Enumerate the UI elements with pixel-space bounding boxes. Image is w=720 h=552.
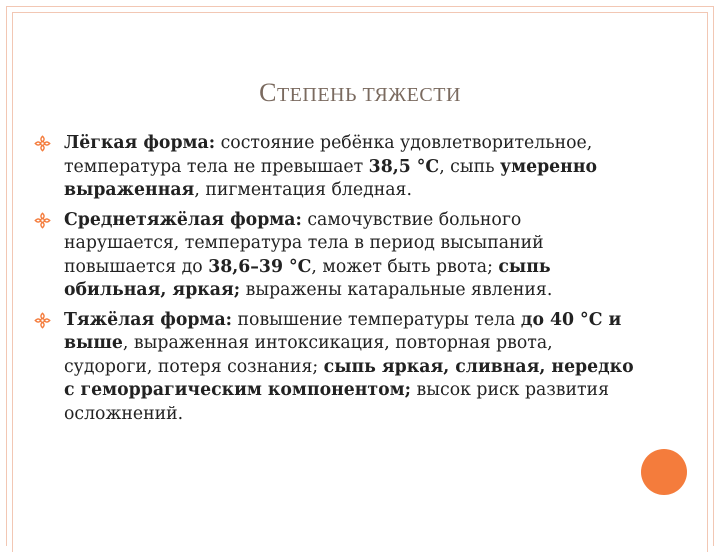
item-text: самочувствие больного нарушается, температура тела в период высыпаний повышается до — [64, 209, 544, 277]
item-term: Лёгкая форма: — [64, 133, 216, 153]
item-term: Тяжёлая форма: — [64, 309, 233, 330]
item-term: Среднетяжёлая форма: — [64, 209, 302, 230]
flower-bullet-icon — [34, 312, 51, 329]
item-bold-text: сыпь обильная, яркая; — [64, 256, 551, 300]
item-bold-text: 38,6–39 °С — [208, 256, 312, 277]
item-text: , выраженная интоксикация, повторная рвота, судороги, потеря сознания; — [64, 333, 553, 377]
item-text: выражены катаральные явления. — [240, 280, 553, 300]
item-bold-text: 38,5 °С — [368, 156, 440, 177]
slide-title-first-letter: С — [259, 78, 277, 107]
list-item-moderate — [34, 209, 634, 303]
orange-circle-icon — [641, 449, 687, 495]
item-text: состояние ребёнка удовлетворительное, температура тела не превышает — [64, 133, 593, 177]
item-bold-text: до 40 °С и выше — [64, 309, 622, 353]
bullet-list — [34, 132, 634, 432]
slide-title — [0, 78, 720, 108]
list-item-mild — [34, 132, 634, 203]
item-bold-text: сыпь яркая, сливная, нередко с геморрагическим компонентом; — [64, 356, 634, 400]
list-item-severe — [34, 309, 634, 427]
item-text: , пигментация бледная. — [194, 180, 412, 200]
item-text: высок риск развития осложнений. — [64, 380, 609, 424]
flower-bullet-icon — [34, 212, 51, 229]
item-bold-text: умеренно выраженная — [64, 156, 598, 200]
item-text: , сыпь — [439, 156, 501, 177]
slide-title-rest: ТЕПЕНЬ ТЯЖЕСТИ — [276, 84, 461, 106]
item-text: , может быть рвота; — [311, 256, 499, 277]
flower-bullet-icon — [34, 135, 51, 152]
item-text: повышение температуры тела — [232, 309, 521, 330]
